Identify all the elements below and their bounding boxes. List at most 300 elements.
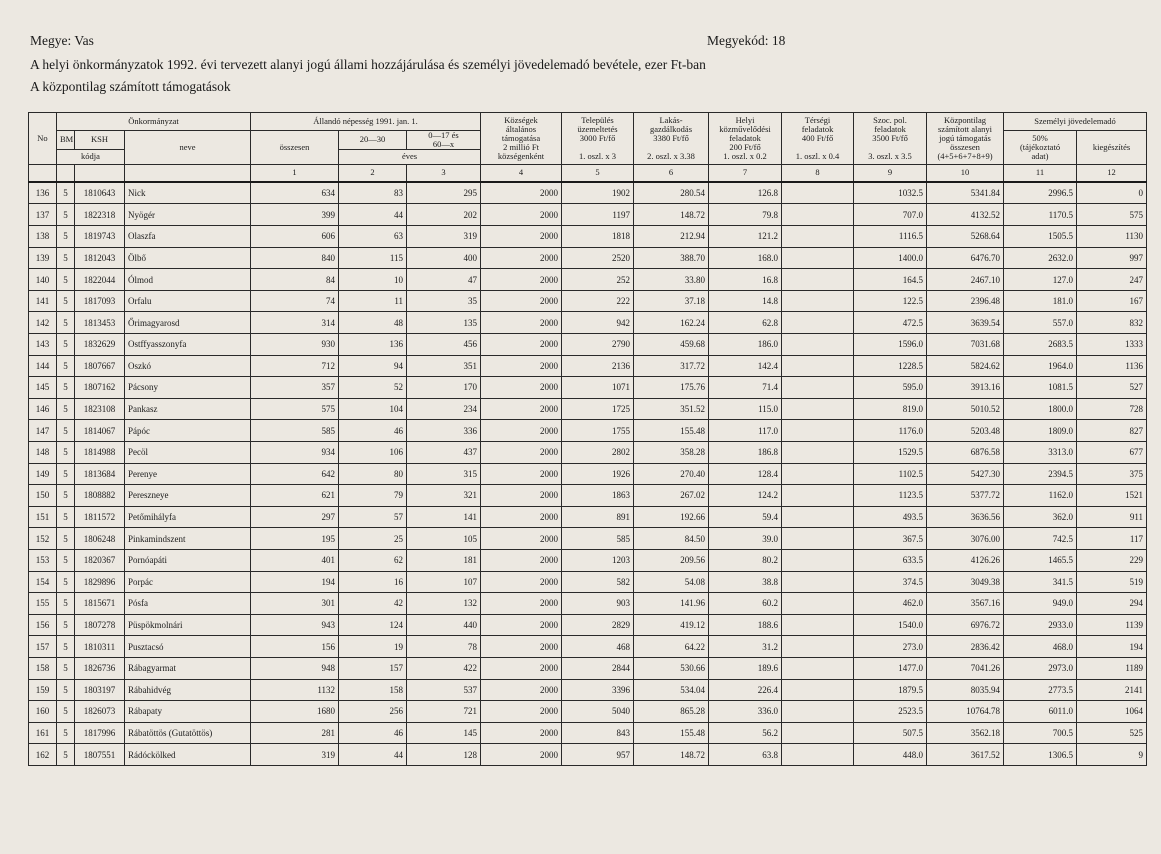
cell-osszesen: 712 [251,355,339,377]
cell-telepules: 1725 [562,398,634,420]
county-code-label: Megyekód: 18 [707,33,786,48]
cell-no: 159 [29,679,57,701]
cell-helyi: 336.0 [709,701,782,723]
cell-szoc: 122.5 [854,290,927,312]
cell-kozponti: 3617.52 [927,744,1004,766]
cell-szja50: 1809.0 [1004,420,1077,442]
cell-name: Pereszneye [125,485,251,507]
cell-tersegi [782,204,854,226]
cell-helyi: 186.0 [709,334,782,356]
cell-0-17: 315 [407,463,481,485]
table-row [29,247,1147,269]
cell-telepules: 468 [562,636,634,658]
cell-szoc: 1123.5 [854,485,927,507]
cell-kozponti: 3049.38 [927,571,1004,593]
cell-szoc: 819.0 [854,398,927,420]
cell-20-30: 124 [339,614,407,636]
cell-bm: 5 [57,701,75,723]
cell-no: 151 [29,506,57,528]
cell-0-17: 336 [407,420,481,442]
cell-tersegi [782,420,854,442]
cell-telepules: 2829 [562,614,634,636]
cell-telepules: 585 [562,528,634,550]
cell-kozsegek: 2000 [481,549,562,571]
cell-helyi: 126.8 [709,182,782,204]
cell-telepules: 2790 [562,334,634,356]
cell-kozsegek: 2000 [481,312,562,334]
cell-kozponti: 2396.48 [927,290,1004,312]
cell-tersegi [782,722,854,744]
cell-20-30: 94 [339,355,407,377]
cell-lakas: 280.54 [634,182,709,204]
cell-szja50: 468.0 [1004,636,1077,658]
table-row [29,226,1147,248]
cell-tersegi [782,571,854,593]
col-num-6: 6 [634,164,709,182]
cell-no: 140 [29,269,57,291]
cell-ksh: 1813453 [75,312,125,334]
cell-telepules: 843 [562,722,634,744]
cell-szja50: 1081.5 [1004,377,1077,399]
cell-20-30: 11 [339,290,407,312]
cell-telepules: 252 [562,269,634,291]
cell-lakas: 358.28 [634,441,709,463]
cell-bm: 5 [57,398,75,420]
cell-helyi: 80.2 [709,549,782,571]
col-num-2: 2 [339,164,407,182]
cell-no: 142 [29,312,57,334]
cell-bm: 5 [57,269,75,291]
cell-0-17: 202 [407,204,481,226]
cell-lakas: 33.80 [634,269,709,291]
cell-kozsegek: 2000 [481,679,562,701]
col-onkormanyzat-header: Önkormányzat [57,113,251,131]
cell-20-30: 136 [339,334,407,356]
cell-osszesen: 585 [251,420,339,442]
col-bm-header: BM [57,131,75,150]
cell-osszesen: 194 [251,571,339,593]
cell-tersegi [782,679,854,701]
cell-szja50: 2394.5 [1004,463,1077,485]
cell-20-30: 48 [339,312,407,334]
cell-helyi: 59.4 [709,506,782,528]
cell-kozsegek: 2000 [481,441,562,463]
cell-no: 158 [29,657,57,679]
cell-ksh: 1807162 [75,377,125,399]
table-row [29,636,1147,658]
cell-osszesen: 840 [251,247,339,269]
col-szja50-header: 50% (tájékoztató adat) [1004,131,1077,165]
cell-name: Orfalu [125,290,251,312]
cell-ksh: 1803197 [75,679,125,701]
table-row [29,355,1147,377]
cell-20-30: 62 [339,549,407,571]
cell-kozponti: 3567.16 [927,593,1004,615]
cell-helyi: 128.4 [709,463,782,485]
cell-lakas: 530.66 [634,657,709,679]
cell-lakas: 162.24 [634,312,709,334]
cell-tersegi [782,614,854,636]
cell-kiegeszites: 677 [1077,441,1147,463]
table-row [29,549,1147,571]
cell-kozsegek: 2000 [481,290,562,312]
cell-0-17: 319 [407,226,481,248]
document-subtitle: A központilag számított támogatások [30,79,231,94]
cell-telepules: 891 [562,506,634,528]
cell-ksh: 1820367 [75,549,125,571]
cell-20-30: 104 [339,398,407,420]
cell-bm: 5 [57,290,75,312]
table-row [29,312,1147,334]
cell-tersegi [782,290,854,312]
cell-osszesen: 606 [251,226,339,248]
cell-no: 136 [29,182,57,204]
cell-szja50: 1170.5 [1004,204,1077,226]
cell-lakas: 84.50 [634,528,709,550]
cell-szja50: 1505.5 [1004,226,1077,248]
cell-szoc: 1540.0 [854,614,927,636]
cell-telepules: 942 [562,312,634,334]
col-kozponti-header: Központilag számított alanyi jogú támogatás összesen (4+5+6+7+8+9) [927,113,1004,165]
cell-helyi: 226.4 [709,679,782,701]
cell-20-30: 25 [339,528,407,550]
cell-lakas: 175.76 [634,377,709,399]
col-num-7: 7 [709,164,782,182]
cell-osszesen: 281 [251,722,339,744]
cell-szoc: 164.5 [854,269,927,291]
cell-osszesen: 399 [251,204,339,226]
cell-kozponti: 2467.10 [927,269,1004,291]
cell-tersegi [782,334,854,356]
table-row [29,657,1147,679]
document-title: A helyi önkormányzatok 1992. évi tervezett alanyi jogú állami hozzájárulása és személyi jövedelemadó bevétele, ezer Ft-ban [30,57,706,72]
cell-20-30: 79 [339,485,407,507]
table-row [29,398,1147,420]
cell-helyi: 14.8 [709,290,782,312]
cell-lakas: 419.12 [634,614,709,636]
cell-bm: 5 [57,463,75,485]
cell-telepules: 1203 [562,549,634,571]
cell-20-30: 83 [339,182,407,204]
cell-no: 154 [29,571,57,593]
cell-kozponti: 3562.18 [927,722,1004,744]
cell-szja50: 127.0 [1004,269,1077,291]
col-no-header: No [29,113,57,165]
cell-ksh: 1826073 [75,701,125,723]
col-kiegeszites-header: kiegészítés [1077,131,1147,165]
cell-telepules: 582 [562,571,634,593]
cell-name: Püspökmolnári [125,614,251,636]
col-helyi-header: Helyi közművelődési feladatok 200 Ft/fő 1. oszl. x 0.2 [709,113,782,165]
cell-no: 153 [29,549,57,571]
cell-helyi: 56.2 [709,722,782,744]
cell-szoc: 367.5 [854,528,927,550]
cell-lakas: 351.52 [634,398,709,420]
cell-kozponti: 5268.64 [927,226,1004,248]
cell-0-17: 295 [407,182,481,204]
cell-lakas: 534.04 [634,679,709,701]
cell-ksh: 1817996 [75,722,125,744]
cell-name: Nick [125,182,251,204]
cell-20-30: 46 [339,722,407,744]
cell-telepules: 2802 [562,441,634,463]
cell-ksh: 1819743 [75,226,125,248]
cell-osszesen: 642 [251,463,339,485]
cell-bm: 5 [57,679,75,701]
cell-bm: 5 [57,657,75,679]
cell-kiegeszites: 294 [1077,593,1147,615]
cell-lakas: 64.22 [634,636,709,658]
cell-szoc: 472.5 [854,312,927,334]
cell-0-17: 321 [407,485,481,507]
cell-lakas: 267.02 [634,485,709,507]
cell-name: Pácsony [125,377,251,399]
cell-no: 138 [29,226,57,248]
cell-lakas: 388.70 [634,247,709,269]
cell-0-17: 135 [407,312,481,334]
cell-0-17: 721 [407,701,481,723]
cell-0-17: 537 [407,679,481,701]
cell-telepules: 5040 [562,701,634,723]
table-row [29,204,1147,226]
cell-kiegeszites: 997 [1077,247,1147,269]
cell-szja50: 949.0 [1004,593,1077,615]
cell-name: Perenye [125,463,251,485]
cell-bm: 5 [57,441,75,463]
cell-kiegeszites: 1139 [1077,614,1147,636]
cell-name: Rádóckölked [125,744,251,766]
cell-kozponti: 5203.48 [927,420,1004,442]
cell-kiegeszites: 1521 [1077,485,1147,507]
table-row [29,182,1147,204]
cell-kiegeszites: 1189 [1077,657,1147,679]
cell-no: 148 [29,441,57,463]
cell-ksh: 1826736 [75,657,125,679]
cell-tersegi [782,269,854,291]
cell-ksh: 1807278 [75,614,125,636]
cell-name: Petőmihályfa [125,506,251,528]
cell-bm: 5 [57,506,75,528]
cell-kiegeszites: 832 [1077,312,1147,334]
col-eves-header: éves [339,149,481,164]
cell-kozponti: 10764.78 [927,701,1004,723]
cell-no: 149 [29,463,57,485]
cell-osszesen: 195 [251,528,339,550]
cell-ksh: 1832629 [75,334,125,356]
cell-szja50: 2973.0 [1004,657,1077,679]
cell-ksh: 1810311 [75,636,125,658]
cell-lakas: 317.72 [634,355,709,377]
cell-kozsegek: 2000 [481,182,562,204]
cell-bm: 5 [57,485,75,507]
cell-tersegi [782,657,854,679]
cell-bm: 5 [57,614,75,636]
cell-helyi: 39.0 [709,528,782,550]
cell-ksh: 1812043 [75,247,125,269]
cell-tersegi [782,441,854,463]
cell-helyi: 189.6 [709,657,782,679]
cell-szja50: 1465.5 [1004,549,1077,571]
cell-no: 147 [29,420,57,442]
cell-kiegeszites: 1333 [1077,334,1147,356]
cell-0-17: 456 [407,334,481,356]
cell-kozponti: 6476.70 [927,247,1004,269]
col-num-5: 5 [562,164,634,182]
cell-tersegi [782,701,854,723]
cell-ksh: 1808882 [75,485,125,507]
cell-kozsegek: 2000 [481,614,562,636]
table-body [29,182,1147,766]
cell-0-17: 440 [407,614,481,636]
cell-0-17: 47 [407,269,481,291]
col-neve-header: neve [125,131,251,165]
cell-kozponti: 3636.56 [927,506,1004,528]
cell-no: 141 [29,290,57,312]
cell-szja50: 557.0 [1004,312,1077,334]
cell-kozponti: 5377.72 [927,485,1004,507]
cell-kozsegek: 2000 [481,226,562,248]
cell-no: 156 [29,614,57,636]
cell-20-30: 115 [339,247,407,269]
cell-kiegeszites: 194 [1077,636,1147,658]
county-label: Megye: Vas [30,33,94,48]
cell-helyi: 62.8 [709,312,782,334]
cell-no: 150 [29,485,57,507]
cell-helyi: 115.0 [709,398,782,420]
cell-bm: 5 [57,334,75,356]
col-num-3: 3 [407,164,481,182]
cell-szja50: 362.0 [1004,506,1077,528]
cell-no: 143 [29,334,57,356]
cell-osszesen: 74 [251,290,339,312]
cell-name: Pornóapáti [125,549,251,571]
cell-no: 144 [29,355,57,377]
table-row [29,420,1147,442]
cell-osszesen: 634 [251,182,339,204]
cell-osszesen: 1680 [251,701,339,723]
cell-0-17: 145 [407,722,481,744]
cell-kozponti: 8035.94 [927,679,1004,701]
cell-tersegi [782,463,854,485]
cell-bm: 5 [57,744,75,766]
cell-20-30: 42 [339,593,407,615]
cell-kiegeszites: 0 [1077,182,1147,204]
table-row [29,614,1147,636]
cell-name: Oszkó [125,355,251,377]
cell-tersegi [782,744,854,766]
cell-szja50: 1964.0 [1004,355,1077,377]
cell-telepules: 2136 [562,355,634,377]
cell-kozsegek: 2000 [481,377,562,399]
col-0-17-header: 0—17 és 60—x [407,131,481,150]
cell-tersegi [782,247,854,269]
cell-tersegi [782,636,854,658]
cell-kiegeszites: 247 [1077,269,1147,291]
col-num-11: 11 [1004,164,1077,182]
col-tersegi-header: Térségi feladatok 400 Ft/fő 1. oszl. x 0.4 [782,113,854,165]
cell-ksh: 1814988 [75,441,125,463]
cell-kozponti: 3639.54 [927,312,1004,334]
cell-szoc: 707.0 [854,204,927,226]
cell-szoc: 595.0 [854,377,927,399]
cell-20-30: 44 [339,204,407,226]
table-row [29,571,1147,593]
cell-szja50: 181.0 [1004,290,1077,312]
cell-szoc: 1102.5 [854,463,927,485]
cell-lakas: 155.48 [634,722,709,744]
cell-kozponti: 5824.62 [927,355,1004,377]
cell-tersegi [782,226,854,248]
cell-0-17: 141 [407,506,481,528]
cell-0-17: 181 [407,549,481,571]
cell-name: Pecöl [125,441,251,463]
col-osszesen-header: összesen [251,131,339,165]
cell-bm: 5 [57,204,75,226]
cell-osszesen: 621 [251,485,339,507]
cell-kiegeszites: 911 [1077,506,1147,528]
cell-kozponti: 4132.52 [927,204,1004,226]
table-row [29,701,1147,723]
cell-kozponti: 7031.68 [927,334,1004,356]
table-row [29,463,1147,485]
cell-szoc: 448.0 [854,744,927,766]
col-szoc-header: Szoc. pol. feladatok 3500 Ft/fő 3. oszl. x 3.5 [854,113,927,165]
cell-name: Rábagyarmat [125,657,251,679]
cell-lakas: 459.68 [634,334,709,356]
cell-0-17: 128 [407,744,481,766]
cell-kiegeszites: 519 [1077,571,1147,593]
cell-kozsegek: 2000 [481,420,562,442]
cell-helyi: 16.8 [709,269,782,291]
table-row [29,593,1147,615]
table-row [29,334,1147,356]
cell-telepules: 3396 [562,679,634,701]
col-ksh-header: KSH [75,131,125,150]
col-szja-header: Személyi jövedelemadó [1004,113,1147,131]
cell-szoc: 273.0 [854,636,927,658]
cell-kozponti: 5010.52 [927,398,1004,420]
table-row [29,528,1147,550]
cell-20-30: 157 [339,657,407,679]
table-row [29,722,1147,744]
cell-kiegeszites: 575 [1077,204,1147,226]
col-num-4: 4 [481,164,562,182]
cell-kozponti: 3076.00 [927,528,1004,550]
cell-20-30: 44 [339,744,407,766]
cell-szja50: 1162.0 [1004,485,1077,507]
cell-bm: 5 [57,247,75,269]
cell-szoc: 1032.5 [854,182,927,204]
cell-kozsegek: 2000 [481,485,562,507]
cell-name: Pankasz [125,398,251,420]
cell-kiegeszites: 527 [1077,377,1147,399]
cell-ksh: 1811572 [75,506,125,528]
cell-bm: 5 [57,355,75,377]
cell-szoc: 1477.0 [854,657,927,679]
cell-20-30: 10 [339,269,407,291]
cell-tersegi [782,593,854,615]
cell-szoc: 493.5 [854,506,927,528]
cell-tersegi [782,549,854,571]
cell-ksh: 1814067 [75,420,125,442]
cell-szja50: 2933.0 [1004,614,1077,636]
cell-osszesen: 943 [251,614,339,636]
cell-kozsegek: 2000 [481,744,562,766]
cell-kozponti: 7041.26 [927,657,1004,679]
cell-szoc: 1400.0 [854,247,927,269]
cell-lakas: 141.96 [634,593,709,615]
cell-helyi: 71.4 [709,377,782,399]
